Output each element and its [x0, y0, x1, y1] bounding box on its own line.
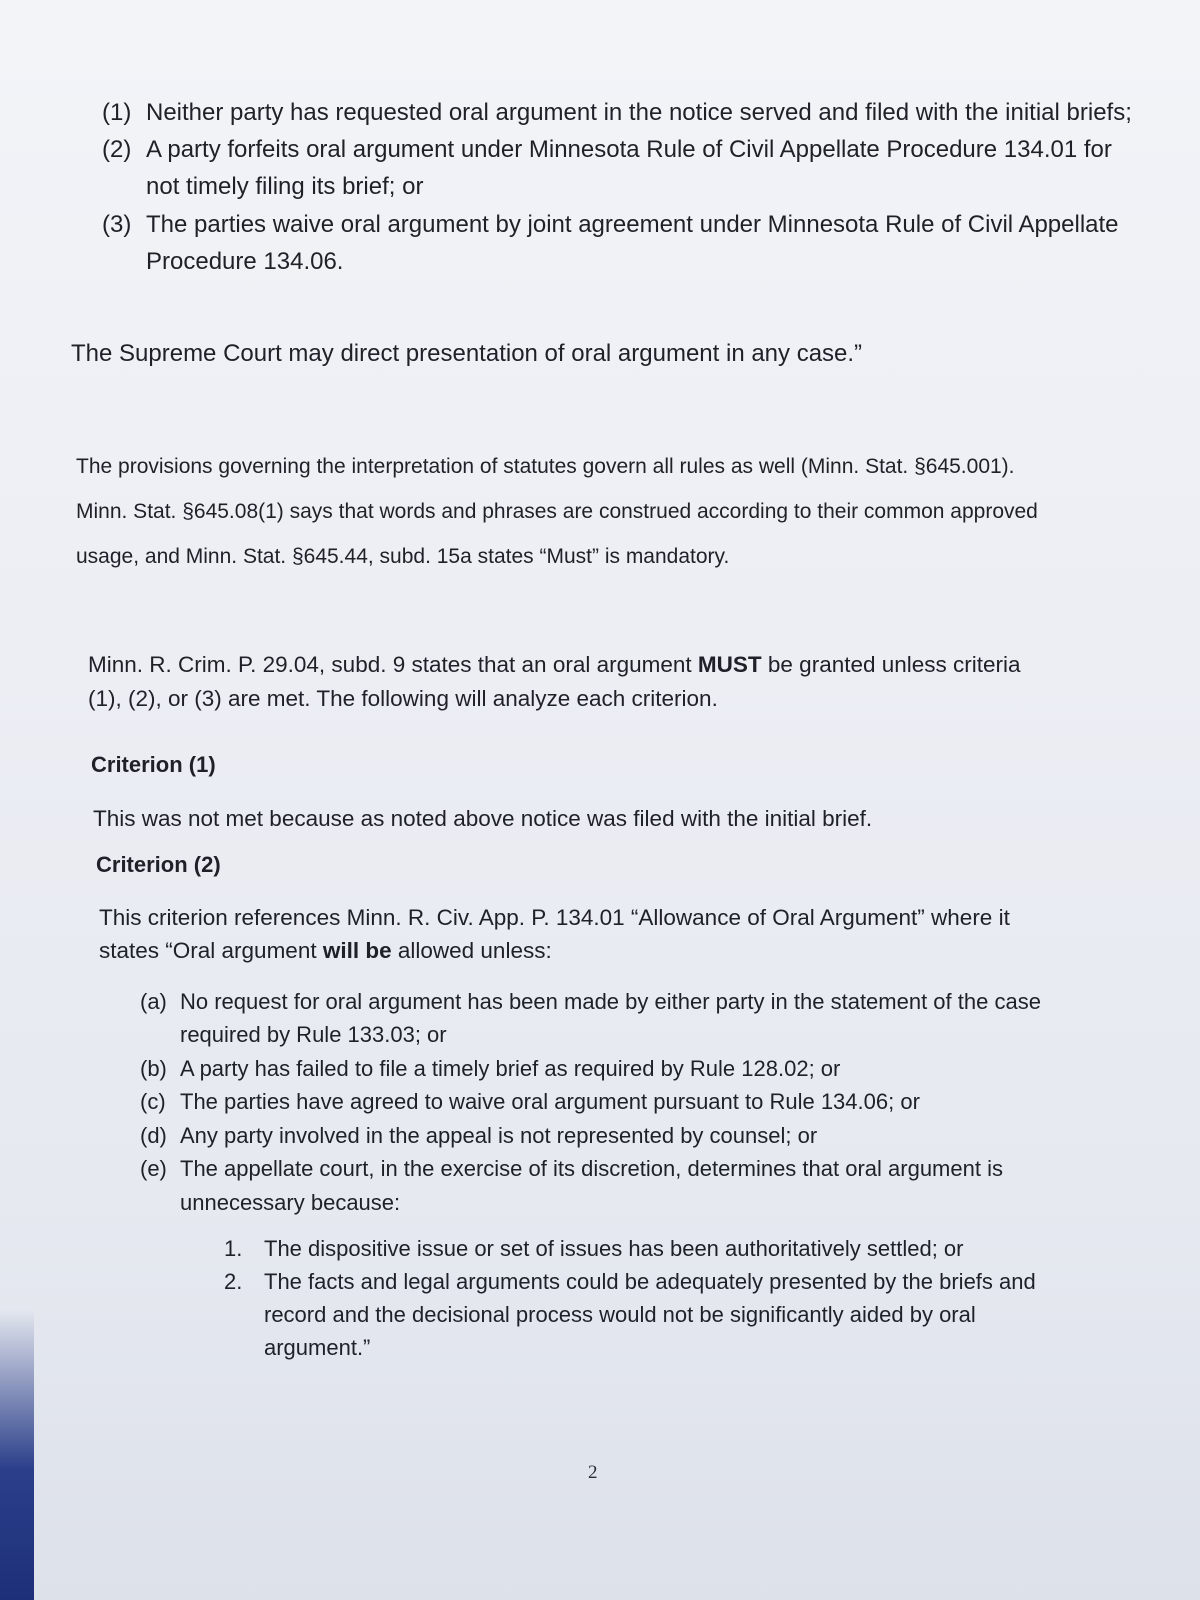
- criterion-2-line: [99, 935, 1139, 968]
- list-item: [140, 1119, 1100, 1152]
- list-item: [140, 985, 1100, 1052]
- list-text: The parties waive oral argument by joint agreement under Minnesota Rule of Civil Appellate Procedure 134.06.: [146, 210, 1119, 275]
- must-paragraph: [88, 648, 1148, 716]
- list-text: The facts and legal arguments could be adequately presented by the briefs and record and the decisional process would not be significantly aided by oral argument.”: [264, 1269, 1036, 1360]
- list-text: The dispositive issue or set of issues has been authoritatively settled; or: [264, 1236, 964, 1261]
- list-item: [102, 94, 1142, 131]
- list-marker: (e): [140, 1156, 167, 1182]
- must-emphasis: MUST: [697, 652, 762, 677]
- list-item: [102, 206, 1142, 280]
- criterion-2-heading: Criterion (2): [96, 852, 221, 877]
- provisions-line: Minn. Stat. §645.08(1) says that words and phrases are construed according to their common approved: [76, 500, 1038, 524]
- provisions-line: usage, and Minn. Stat. §645.44, subd. 15a states “Must” is mandatory.: [76, 545, 730, 569]
- list-item: [224, 1265, 1084, 1364]
- allowance-exceptions-list: [140, 985, 1100, 1219]
- list-text: Neither party has requested oral argument in the notice served and filed with the initial briefs;: [146, 99, 1132, 126]
- list-marker: (b): [140, 1055, 167, 1081]
- list-marker: (2): [102, 136, 132, 164]
- list-item: [140, 1085, 1100, 1118]
- list-marker: (1): [102, 99, 132, 126]
- provisions-paragraph: [76, 444, 1146, 579]
- page-number: 2: [588, 1462, 598, 1483]
- must-text: Minn. R. Crim. P. 29.04, subd. 9 states that an oral argument: [88, 652, 698, 677]
- list-marker: (3): [102, 210, 132, 238]
- supreme-court-sentence: The Supreme Court may direct presentation of oral argument in any case.”: [71, 340, 863, 367]
- list-text: No request for oral argument has been made by either party in the statement of the case required by Rule 133.03; or: [180, 989, 1041, 1048]
- list-item: [140, 1052, 1100, 1085]
- list-marker: 2.: [224, 1269, 243, 1294]
- list-item: [224, 1232, 1084, 1265]
- must-paragraph-line: [88, 648, 1148, 682]
- list-marker: (a): [140, 989, 167, 1014]
- list-item: [102, 131, 1142, 205]
- list-marker: (d): [140, 1122, 167, 1148]
- list-marker: (c): [140, 1089, 166, 1115]
- criterion-2-text-segment: states “Oral argument: [99, 937, 323, 963]
- criterion-1-text: This was not met because as noted above notice was filed with the initial brief.: [93, 806, 873, 831]
- criterion-1-heading: Criterion (1): [91, 752, 216, 777]
- list-text: The appellate court, in the exercise of its discretion, determines that oral argument is unnecessary because:: [180, 1156, 1003, 1215]
- criterion-2-line: This criterion references Minn. R. Civ. App. P. 134.01 “Allowance of Oral Argument” where it: [99, 905, 1010, 930]
- list-item: [140, 1152, 1100, 1219]
- list-marker: 1.: [224, 1236, 243, 1261]
- list-text: The parties have agreed to waive oral argument pursuant to Rule 134.06; or: [180, 1089, 920, 1115]
- will-be-emphasis: will be: [322, 937, 392, 963]
- list-text: Any party involved in the appeal is not represented by counsel; or: [180, 1122, 818, 1148]
- criterion-2-text: [99, 902, 1139, 967]
- must-text: be granted unless criteria: [761, 652, 1021, 677]
- list-text: A party forfeits oral argument under Minnesota Rule of Civil Appellate Procedure 134.01 for not timely filing its brief; or: [146, 136, 1112, 201]
- background-edge: [0, 1310, 34, 1600]
- oral-argument-criteria-list: [102, 94, 1142, 280]
- discretion-sublist: [224, 1232, 1084, 1364]
- must-paragraph-line: (1), (2), or (3) are met. The following will analyze each criterion.: [88, 685, 718, 711]
- criterion-2-text-segment: allowed unless:: [391, 937, 552, 963]
- provisions-line: The provisions governing the interpretation of statutes govern all rules as well (Minn. Stat. §645.001).: [76, 455, 1015, 478]
- list-text: A party has failed to file a timely brief as required by Rule 128.02; or: [180, 1055, 841, 1081]
